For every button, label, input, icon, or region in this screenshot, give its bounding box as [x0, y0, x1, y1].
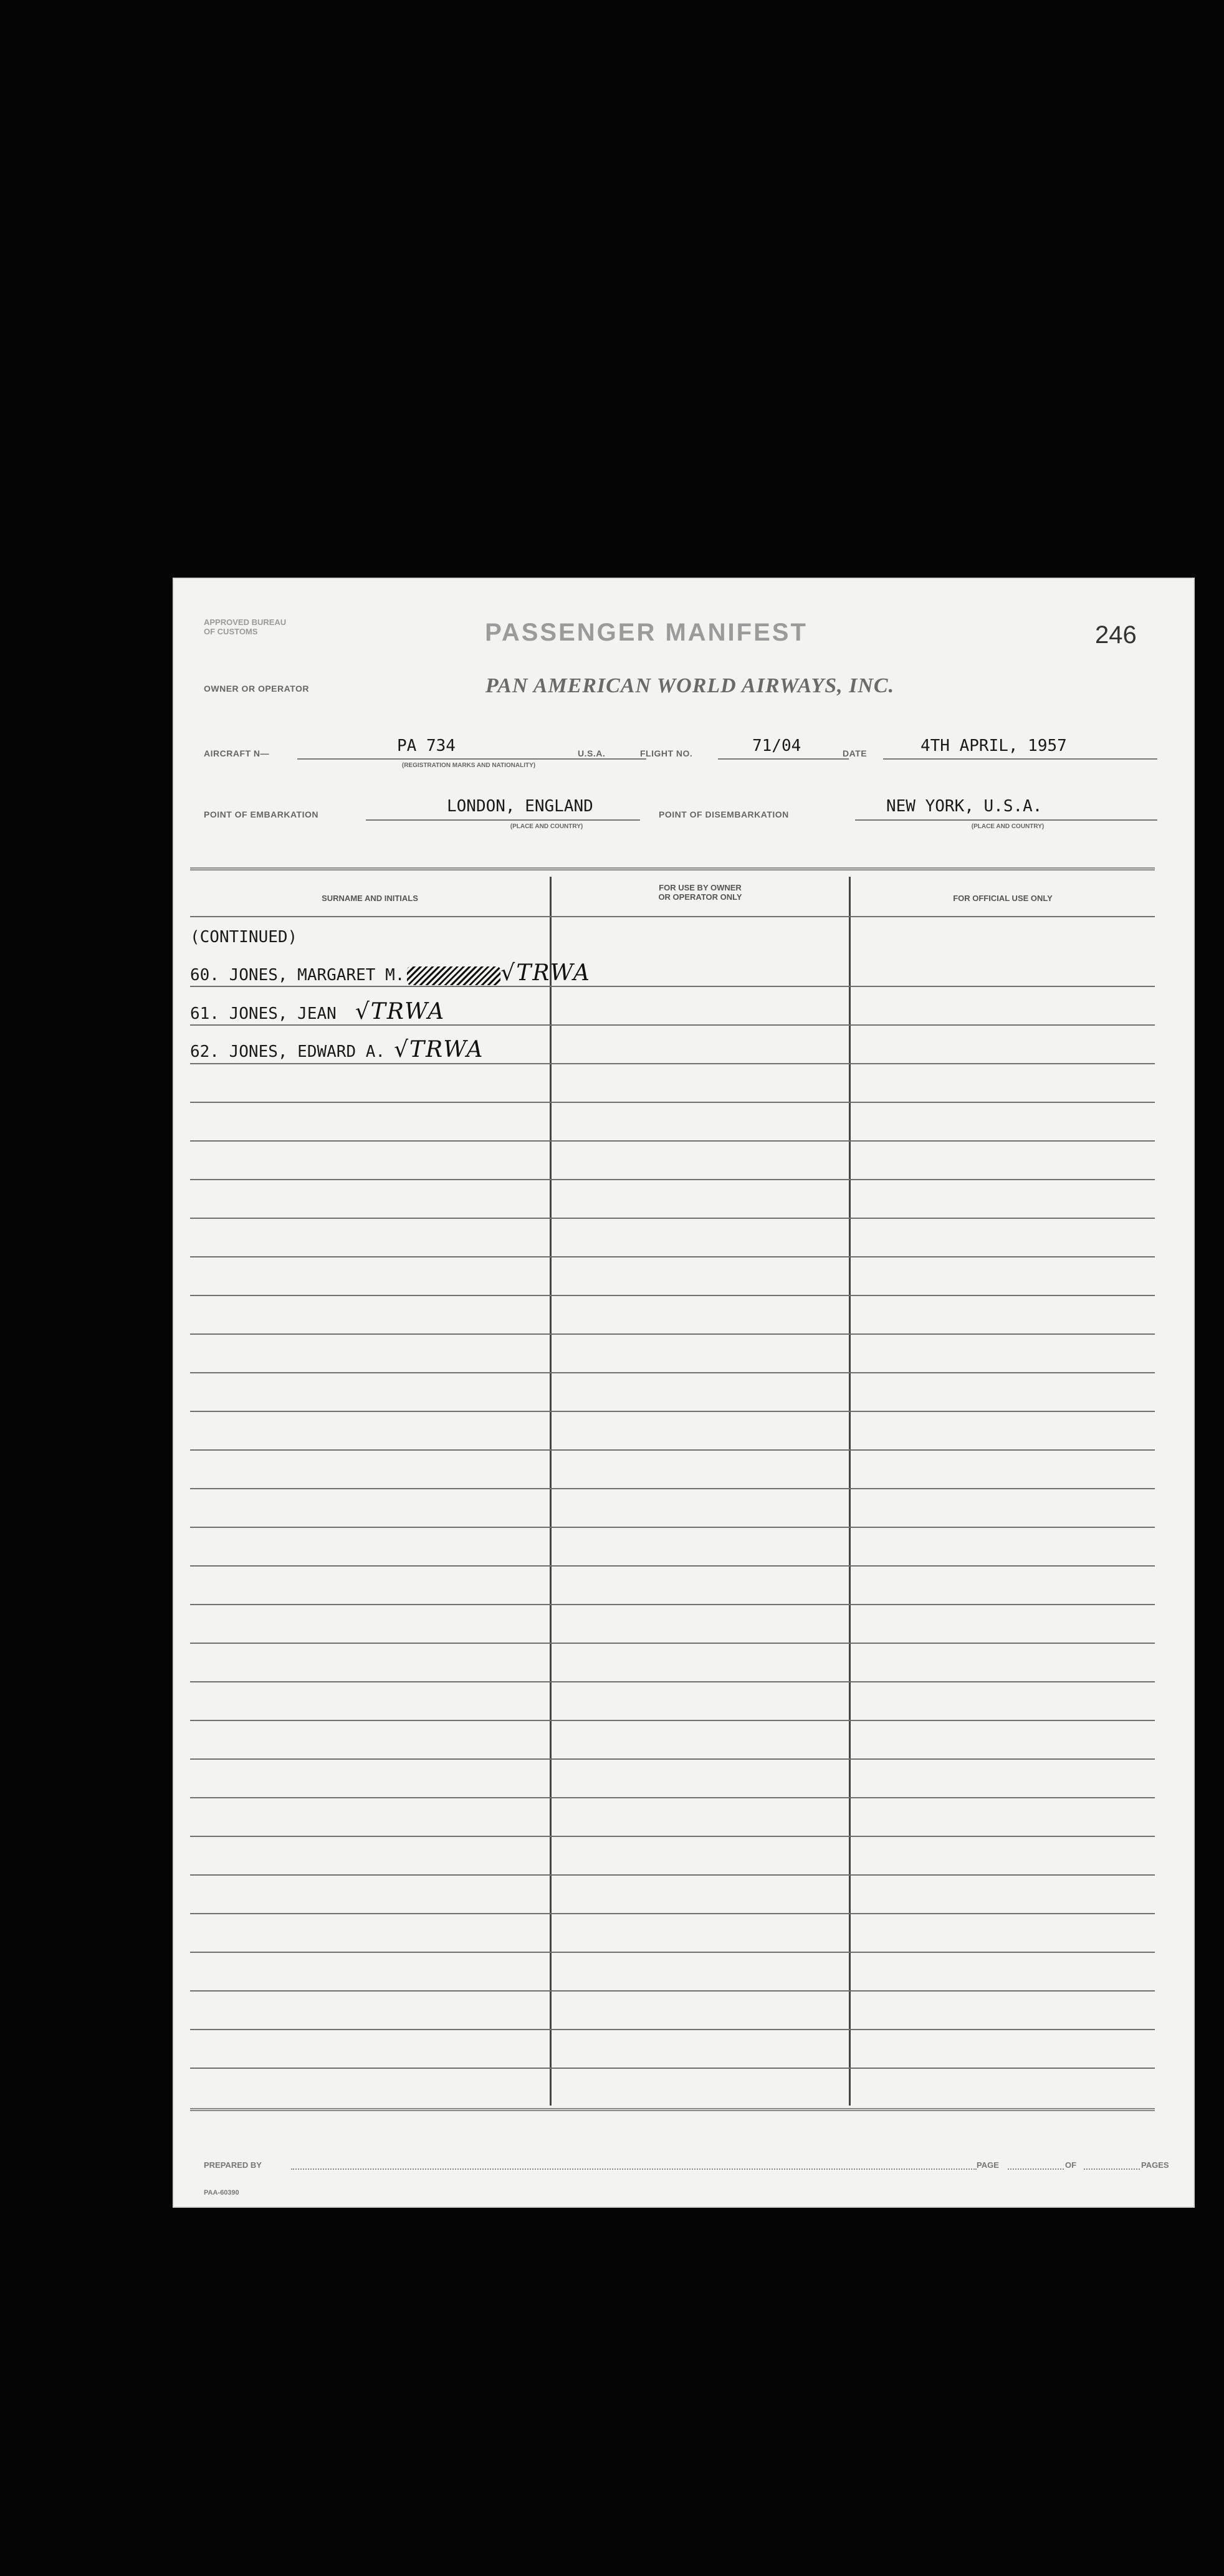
row-rule [190, 1990, 1155, 1992]
strikeout-mark [407, 966, 500, 985]
header-surname: SURNAME AND INITIALS [322, 894, 418, 903]
row-rule [190, 1681, 1155, 1682]
usa-label: U.S.A. [578, 748, 606, 758]
header-official-use: FOR OFFICIAL USE ONLY [953, 894, 1053, 903]
prepared-by-line [291, 2168, 977, 2170]
row-rule [190, 1836, 1155, 1837]
of-line [1084, 2168, 1140, 2170]
handwritten-annotation: √TRWA [500, 960, 591, 986]
continued-label: (CONTINUED) [190, 928, 298, 947]
passenger-row-60 [190, 960, 591, 986]
row-rule [190, 1758, 1155, 1760]
row-rule [190, 986, 1155, 987]
form-title: PASSENGER MANIFEST [485, 619, 808, 646]
passenger-row-62 [190, 1037, 484, 1062]
row-rule [190, 1527, 1155, 1528]
passenger-name: 61. JONES, JEAN [190, 1004, 337, 1023]
manifest-sheet [173, 578, 1195, 2208]
handwritten-annotation: √TRWA [355, 999, 446, 1024]
row-rule [190, 1218, 1155, 1219]
passenger-row-61 [190, 999, 445, 1024]
table-top-rule [190, 867, 1155, 871]
page-label: PAGE [977, 2160, 999, 2170]
passenger-name: 62. JONES, EDWARD A. [190, 1042, 386, 1061]
row-rule [190, 1720, 1155, 1721]
passenger-name: 60. JONES, MARGARET M. [190, 966, 405, 985]
disembark-label: POINT OF DISEMBARKATION [659, 809, 789, 819]
aircraft-value: PA 734 [397, 737, 456, 755]
row-rule [190, 2068, 1155, 2069]
disembark-value: NEW YORK, U.S.A. [886, 797, 1043, 816]
date-value: 4TH APRIL, 1957 [920, 737, 1067, 755]
row-rule [190, 1372, 1155, 1373]
row-rule [190, 1797, 1155, 1798]
disembark-caption: (PLACE AND COUNTRY) [971, 823, 1045, 830]
row-rule [190, 1140, 1155, 1142]
row-rule [190, 1604, 1155, 1605]
row-rule [190, 1333, 1155, 1335]
row-rule [190, 1024, 1155, 1026]
embark-label: POINT OF EMBARKATION [204, 809, 318, 819]
pages-label: PAGES [1141, 2160, 1169, 2170]
aircraft-caption: (REGISTRATION MARKS AND NATIONALITY) [401, 762, 536, 769]
aircraft-underline [297, 758, 646, 760]
row-rule [190, 1102, 1155, 1103]
table-bottom-rule [190, 2108, 1155, 2111]
approved-stamp: APPROVED BUREAU OF CUSTOMS [204, 618, 287, 636]
owner-value: PAN AMERICAN WORLD AIRWAYS, INC. [485, 674, 895, 697]
row-rule [190, 1449, 1155, 1451]
page-number: 246 [1095, 621, 1137, 649]
row-rule [190, 2029, 1155, 2030]
row-rule [190, 1952, 1155, 1953]
header-rule [190, 916, 1155, 917]
row-rule [190, 1874, 1155, 1876]
date-label: DATE [843, 748, 868, 758]
row-rule [190, 1565, 1155, 1567]
page-line [1008, 2168, 1064, 2170]
form-code: PAA-60390 [204, 2189, 239, 2197]
row-rule [190, 1913, 1155, 1914]
flight-underline [718, 758, 849, 760]
embark-value: LONDON, ENGLAND [447, 797, 593, 816]
flight-value: 71/04 [752, 737, 801, 755]
row-rule [190, 1488, 1155, 1489]
row-rule [190, 1295, 1155, 1296]
flight-label: FLIGHT NO. [640, 748, 693, 758]
embark-underline [366, 819, 640, 821]
prepared-by-label: PREPARED BY [204, 2160, 262, 2170]
disembark-underline [855, 819, 1157, 821]
row-rule [190, 1063, 1155, 1064]
row-rule [190, 1411, 1155, 1412]
header-owner-use: FOR USE BY OWNER OR OPERATOR ONLY [658, 883, 742, 902]
row-rule [190, 1643, 1155, 1644]
of-label: OF [1065, 2160, 1077, 2170]
column-divider-2 [849, 877, 851, 2106]
handwritten-annotation: √TRWA [394, 1037, 484, 1062]
date-underline [883, 758, 1157, 760]
column-divider-1 [550, 877, 552, 2106]
row-rule [190, 1256, 1155, 1257]
aircraft-label: AIRCRAFT N— [204, 748, 270, 758]
embark-caption: (PLACE AND COUNTRY) [510, 823, 583, 830]
row-rule [190, 1179, 1155, 1180]
owner-label: OWNER OR OPERATOR [204, 684, 309, 694]
